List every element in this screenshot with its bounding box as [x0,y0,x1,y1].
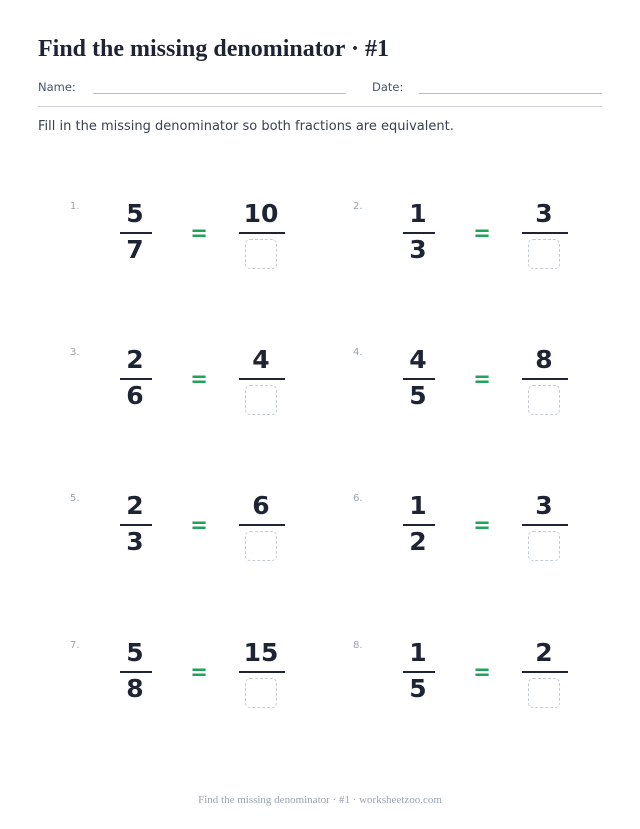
answer-box[interactable] [528,385,560,415]
answer-box[interactable] [245,678,277,708]
equals-sign: = [473,660,491,684]
problem-7 [70,640,330,720]
right-fraction [514,201,574,271]
fraction-bar [522,378,568,380]
problem-number: 8. [353,640,363,651]
problem-number: 1. [70,201,80,212]
left-denominator: 3 [409,235,427,264]
left-numerator: 1 [409,638,427,667]
left-numerator: 1 [409,199,427,228]
right-fraction [231,201,291,271]
right-numerator: 3 [535,199,553,228]
equals-sign: = [473,367,491,391]
left-numerator: 4 [409,345,427,374]
fraction-bar [522,524,568,526]
left-fraction [105,493,165,563]
left-denominator: 7 [126,235,144,264]
right-numerator: 8 [535,345,553,374]
left-numerator: 2 [126,345,144,374]
name-label: Name: [38,80,76,94]
fraction-bar [403,378,435,380]
fraction-bar [239,524,285,526]
left-denominator: 5 [409,381,427,410]
answer-box[interactable] [528,239,560,269]
fraction-bar [239,671,285,673]
problem-3 [70,347,330,427]
left-numerator: 1 [409,491,427,520]
right-numerator: 2 [535,638,553,667]
problem-1 [70,201,330,281]
problem-8 [353,640,613,720]
right-fraction [514,347,574,417]
right-numerator: 6 [252,491,270,520]
equals-sign: = [190,221,208,245]
equals-sign: = [473,513,491,537]
left-fraction [388,493,448,563]
right-fraction [231,493,291,563]
right-fraction [231,640,291,710]
answer-box[interactable] [245,239,277,269]
left-denominator: 5 [409,674,427,703]
fraction-bar [522,671,568,673]
left-fraction [388,640,448,710]
name-date-row [38,80,602,98]
problem-number: 6. [353,493,363,504]
fraction-bar [403,232,435,234]
fraction-bar [239,378,285,380]
left-numerator: 2 [126,491,144,520]
right-numerator: 15 [243,638,279,667]
left-denominator: 6 [126,381,144,410]
fraction-bar [120,524,152,526]
equals-sign: = [190,367,208,391]
equals-sign: = [190,660,208,684]
date-label: Date: [372,80,404,94]
right-numerator: 10 [243,199,279,228]
right-fraction [231,347,291,417]
equals-sign: = [473,221,491,245]
instructions: Fill in the missing denominator so both fractions are equivalent. [38,119,454,134]
left-fraction [105,640,165,710]
fraction-bar [120,232,152,234]
worksheet-title: Find the missing denominator · #1 [38,36,389,62]
answer-box[interactable] [528,678,560,708]
left-denominator: 2 [409,527,427,556]
problem-number: 3. [70,347,80,358]
left-fraction [388,347,448,417]
problem-6 [353,493,613,573]
fraction-bar [120,378,152,380]
problem-5 [70,493,330,573]
answer-box[interactable] [245,531,277,561]
problem-4 [353,347,613,427]
name-line[interactable] [93,93,345,94]
problem-2 [353,201,613,281]
right-fraction [514,640,574,710]
right-fraction [514,493,574,563]
answer-box[interactable] [245,385,277,415]
date-line[interactable] [419,93,602,94]
answer-box[interactable] [528,531,560,561]
problem-number: 4. [353,347,363,358]
left-fraction [105,201,165,271]
fraction-bar [239,232,285,234]
fraction-bar [403,671,435,673]
fraction-bar [522,232,568,234]
left-denominator: 8 [126,674,144,703]
right-numerator: 4 [252,345,270,374]
problem-number: 5. [70,493,80,504]
left-fraction [388,201,448,271]
footer: Find the missing denominator · #1 · worksheetzoo.com [198,794,442,806]
left-numerator: 5 [126,638,144,667]
left-numerator: 5 [126,199,144,228]
right-numerator: 3 [535,491,553,520]
left-denominator: 3 [126,527,144,556]
header-divider [38,106,602,107]
equals-sign: = [190,513,208,537]
fraction-bar [403,524,435,526]
problem-number: 7. [70,640,80,651]
problem-number: 2. [353,201,363,212]
fraction-bar [120,671,152,673]
left-fraction [105,347,165,417]
